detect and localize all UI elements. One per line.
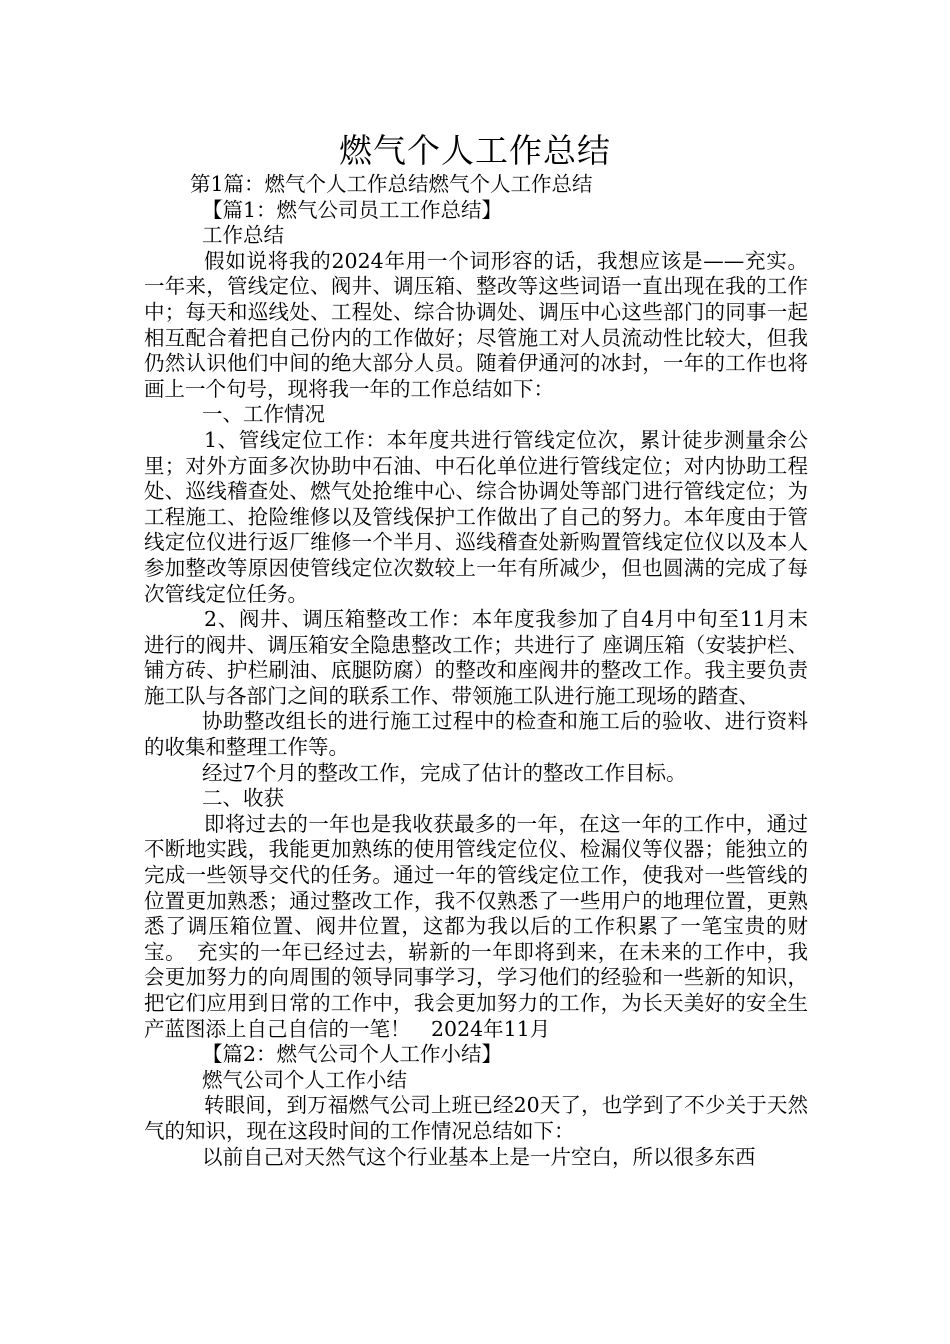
heading-gains: 二、收获 <box>202 786 284 811</box>
section-2-subtitle: 燃气公司个人工作小结 <box>202 1067 407 1092</box>
paragraph-valve-rectification: 2、阀井、调压箱整改工作：本年度我参加了自4月中旬至11月末进行的阀井、调压箱安全隐患整改工作；共进行了 座调压箱（安装护栏、铺方砖、护栏刷油、底腿防腐）的整改和座阀井的整改工作。我主要负责施工队与各部门之间的联系工作、带领施工队进行施工现场的踏查、 <box>144 607 808 708</box>
section-1-title: 【篇1：燃气公司员工工作总结】 <box>202 197 503 222</box>
paragraph-assist-inspection: 协助整改组长的进行施工过程中的检查和施工后的验收、进行资料的收集和整理工作等。 <box>144 709 808 760</box>
section-2-title: 【篇2：燃气公司个人工作小结】 <box>202 1042 503 1067</box>
document-body <box>144 172 808 1170</box>
paragraph-s2-continued: 以前自己对天然气这个行业基本上是一片空白，所以很多东西 <box>202 1144 756 1169</box>
section-1-subtitle: 工作总结 <box>202 223 284 248</box>
heading-work-situation: 一、工作情况 <box>202 402 325 427</box>
paragraph-intro: 假如说将我的2024年用一个词形容的话，我想应该是——充实。一年来，管线定位、阀井、调压箱、整改等这些词语一直出现在我的工作中；每天和巡线处、工程处、综合协调处、调压中心这些部门的同事一起相互配合着把自己份内的工作做好；尽管施工对人员流动性比较大，但我仍然认识他们中间的绝大部分人员。随着伊通河的冰封，一年的工作也将画上一个句号，现将我一年的工作总结如下： <box>144 248 808 401</box>
chapter-heading: 第1篇：燃气个人工作总结燃气个人工作总结 <box>190 172 593 196</box>
paragraph-s2-intro: 转眼间，到万福燃气公司上班已经20天了，也学到了不少关于天然气的知识，现在这段时间的工作情况总结如下： <box>144 1093 808 1143</box>
paragraph-gains: 即将过去的一年也是我收获最多的一年，在这一年的工作中，通过不断地实践，我能更加熟练的使用管线定位仪、检漏仪等仪器；能独立的完成一些领导交代的任务。通过一年的管线定位工作，使我对一些管线的位置更加熟悉；通过整改工作，我不仅熟悉了一些用户的地理位置，更熟悉了调压箱位置、阀井位置，这都为我以后的工作积累了一笔宝贵的财宝。 充实的一年已经过去，崭新的一年即将到来，在未来的工作中，我会更加努力的向周围的领导同事学习，学习他们的经验和一些新的知识，把它们应用到日常的工作中，我会更加努力的工作，为长天美好的安全生产蓝图添上自己自信的一笔！ 2024年11月 <box>144 811 808 1041</box>
document-title: 燃气个人工作总结 <box>339 131 611 170</box>
paragraph-seven-months: 经过7个月的整改工作，完成了估计的整改工作目标。 <box>202 760 687 785</box>
paragraph-pipeline-locating: 1、管线定位工作：本年度共进行管线定位次，累计徒步测量余公里；对外方面多次协助中石油、中石化单位进行管线定位；对内协助工程处、巡线稽查处、燃气处抢维中心、综合协调处等部门进行管线定位；为工程施工、抢险维修以及管线保护工作做出了自己的努力。本年度由于管线定位仪进行返厂维修一个半月、巡线稽查处新购置管线定位仪以及本人参加整改等原因使管线定位次数较上一年有所减少，但也圆满的完成了每次管线定位任务。 <box>144 427 808 606</box>
